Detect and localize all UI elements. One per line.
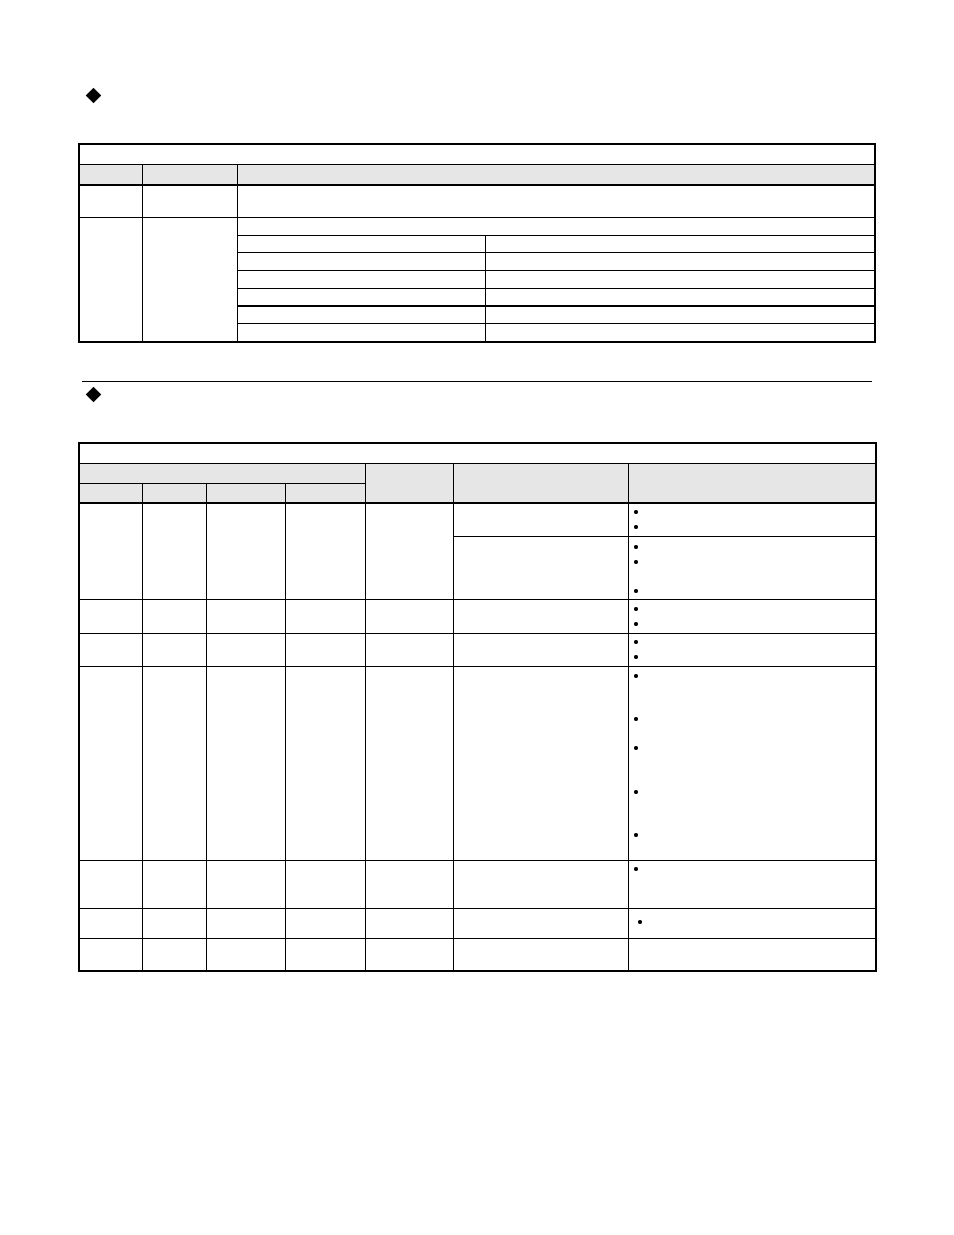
table-2-col-divider [453, 464, 454, 970]
table-1-sub-divider [238, 288, 875, 289]
table-2-row-divider [79, 860, 876, 861]
bullet-icon [634, 589, 638, 593]
table-2-row-divider [79, 599, 876, 600]
table-2-row-divider [79, 666, 876, 667]
table-2-sub-divider [454, 536, 876, 537]
bullet-icon [634, 717, 638, 721]
table-1-sub-divider [238, 270, 875, 271]
diamond-icon [86, 387, 102, 403]
bullet-icon [634, 525, 638, 529]
table-2-col-divider [628, 464, 629, 970]
table-2-row-divider [79, 908, 876, 909]
table-1-col-divider [237, 165, 238, 342]
table-2-header-divider [79, 502, 876, 504]
table-2-row-divider [79, 938, 876, 939]
table-1-row-divider [79, 217, 875, 218]
table-1-sub-divider [238, 323, 875, 324]
table-1-sub-col-divider [485, 236, 486, 342]
bullet-icon [634, 674, 638, 678]
table-2-col-divider [142, 484, 143, 970]
table-2-col-divider [285, 484, 286, 970]
bullet-icon [634, 790, 638, 794]
bullet-icon [634, 545, 638, 549]
bullet-icon [634, 607, 638, 611]
table-2-row-divider [79, 633, 876, 634]
table-1-sub-divider [238, 252, 875, 253]
bullet-icon [634, 867, 638, 871]
table-2-header-sub-divider [79, 483, 365, 484]
table-2-col-divider [206, 484, 207, 970]
diamond-icon [86, 88, 102, 104]
table-1-header-row [80, 165, 874, 184]
table-1-sub-divider [238, 235, 875, 236]
bullet-icon [634, 560, 638, 564]
table-2 [78, 442, 877, 972]
table-1-header-divider [79, 184, 875, 186]
table-1-col-divider [142, 165, 143, 342]
table-1-sub-divider [238, 305, 875, 307]
bullet-icon [634, 510, 638, 514]
bullet-icon [634, 833, 638, 837]
table-2-col-divider [365, 464, 366, 970]
bullet-icon [634, 746, 638, 750]
bullet-icon [638, 920, 642, 924]
section-separator [82, 381, 872, 382]
bullet-icon [634, 640, 638, 644]
bullet-icon [634, 622, 638, 626]
bullet-icon [634, 655, 638, 659]
